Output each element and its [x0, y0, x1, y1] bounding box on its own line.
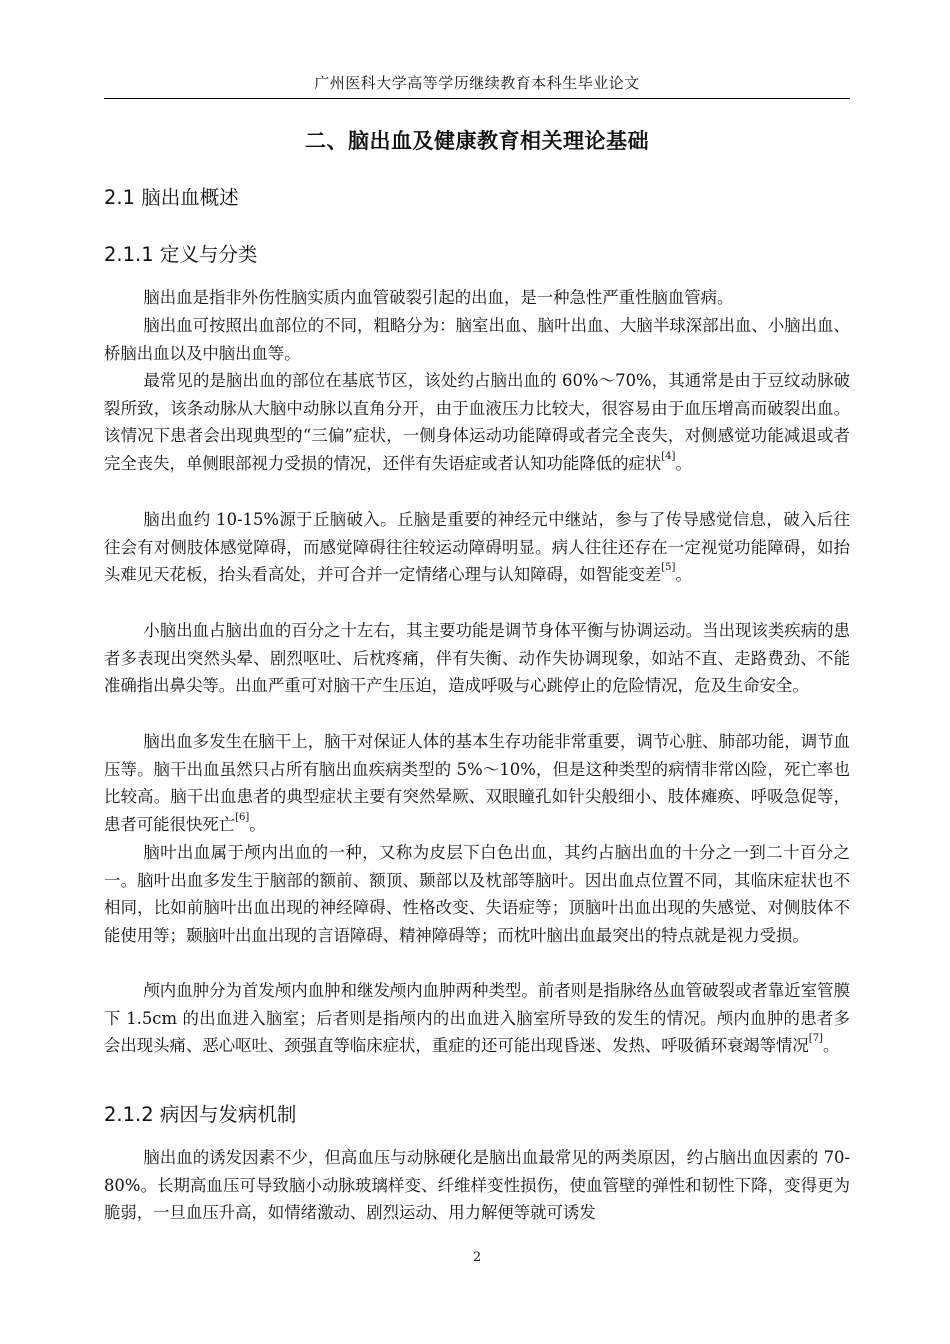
paragraph-cerebellum: 小脑出血占脑出血的百分之十左右，其主要功能是调节身体平衡与协调运动。当出现该类疾病的患者多表现出突然头晕、剧烈呕吐、后枕疼痛，伴有失衡、动作失协调现象，如站不直、走路费劲、不能准确指出鼻尖等。出血严重可对脑干产生压迫，造成呼吸与心跳停止的危险情况，危及生命安全。: [104, 621, 850, 696]
paragraph-definition: 脑出血是指非外伤性脑实质内血管破裂引起的出血，是一种急性严重性脑血管病。: [143, 288, 734, 307]
paragraph-lobar: 脑叶出血属于颅内出血的一种，又称为皮层下白色出血，其约占脑出血的十分之一到二十百分之一。脑叶出血多发生于脑部的额前、额顶、颞部以及枕部等脑叶。因出血点位置不同，其临床症状也不相同，比如前脑叶出血出现的神经障碍、性格改变、失语症等；顶脑叶出血出现的失感觉、对侧肢体不能使用等；颞脑叶出血出现的言语障碍、精神障碍等；而枕叶脑出血最突出的特点就是视力受损。: [104, 843, 850, 946]
paragraph-intracranial-hematoma: 颅内血肿分为首发颅内血肿和继发颅内血肿两种类型。前者则是指脉络丛血管破裂或者靠近室管膜下 1.5cm 的出血进入脑室；后者则是指颅内的出血进入脑室所导致的发生的情况。颅内血肿的患者多会出现头痛、恶心呕吐、颈强直等临床症状，重症的还可能出现昏迷、发热、呼吸循环衰竭等情况[7]。: [104, 981, 850, 1056]
paragraph-etiology: 脑出血的诱发因素不少，但高血压与动脉硬化是脑出血最常见的两类原因，约占脑出血因素的 70-80%。长期高血压可导致脑小动脉玻璃样变、纤维样变性损伤，使血管壁的弹性和韧性下降，变得更为脆弱，一旦血压升高，如情绪激动、剧烈运动、用力解便等就可诱发: [104, 1148, 850, 1223]
page-header: 广州医科大学高等学历继续教育本科生毕业论文: [104, 70, 850, 99]
chapter-title: 二、脑出血及健康教育相关理论基础: [305, 129, 649, 153]
paragraph-thalamus: 脑出血约 10-15%源于丘脑破入。丘脑是重要的神经元中继站，参与了传导感觉信息，破入后往往会有对侧肢体感觉障碍，而感觉障碍往往较运动障碍明显。病人往往还存在一定视觉功能障碍，如抬头难见天花板，抬头看高处，并可合并一定情绪心理与认知障碍，如智能变差[5]。: [104, 510, 850, 585]
citation-6: [6]: [235, 812, 250, 824]
section-heading-2-1-2: 2.1.2 病因与发病机制: [104, 1103, 297, 1126]
section-heading-2-1-1: 2.1.1 定义与分类: [104, 243, 258, 266]
page-number: 2: [472, 1250, 482, 1265]
citation-7: [7]: [808, 1033, 823, 1045]
paragraph-brainstem: 脑出血多发生在脑干上，脑干对保证人体的基本生存功能非常重要，调节心脏、肺部功能，调节血压等。脑干出血虽然只占所有脑出血疾病类型的 5%～10%，但是这种类型的病情非常凶险，死亡率也比较高。脑干出血患者的典型症状主要有突然晕厥、双眼瞳孔如针尖般细小、肢体瘫痪、呼吸急促等，患者可能很快死亡[6]。: [104, 732, 850, 835]
paragraph-classification: 脑出血可按照出血部位的不同，粗略分为：脑室出血、脑叶出血、大脑半球深部出血、小脑出血、桥脑出血以及中脑出血等。: [104, 316, 850, 363]
paragraph-basal-ganglia: 最常见的是脑出血的部位在基底节区，该处约占脑出血的 60%～70%，其通常是由于豆纹动脉破裂所致，该条动脉从大脑中动脉以直角分开，由于血液压力比较大，很容易由于血压增高而破裂出血。该情况下患者会出现典型的“三偏”症状，一侧身体运动功能障碍或者完全丧失，对侧感觉功能减退或者完全丧失，单侧眼部视力受损的情况，还伴有失语症或者认知功能降低的症状[4]。: [104, 371, 850, 474]
citation-4: [4]: [661, 451, 676, 463]
citation-5: [5]: [661, 562, 676, 574]
section-heading-2-1: 2.1 脑出血概述: [104, 186, 239, 209]
